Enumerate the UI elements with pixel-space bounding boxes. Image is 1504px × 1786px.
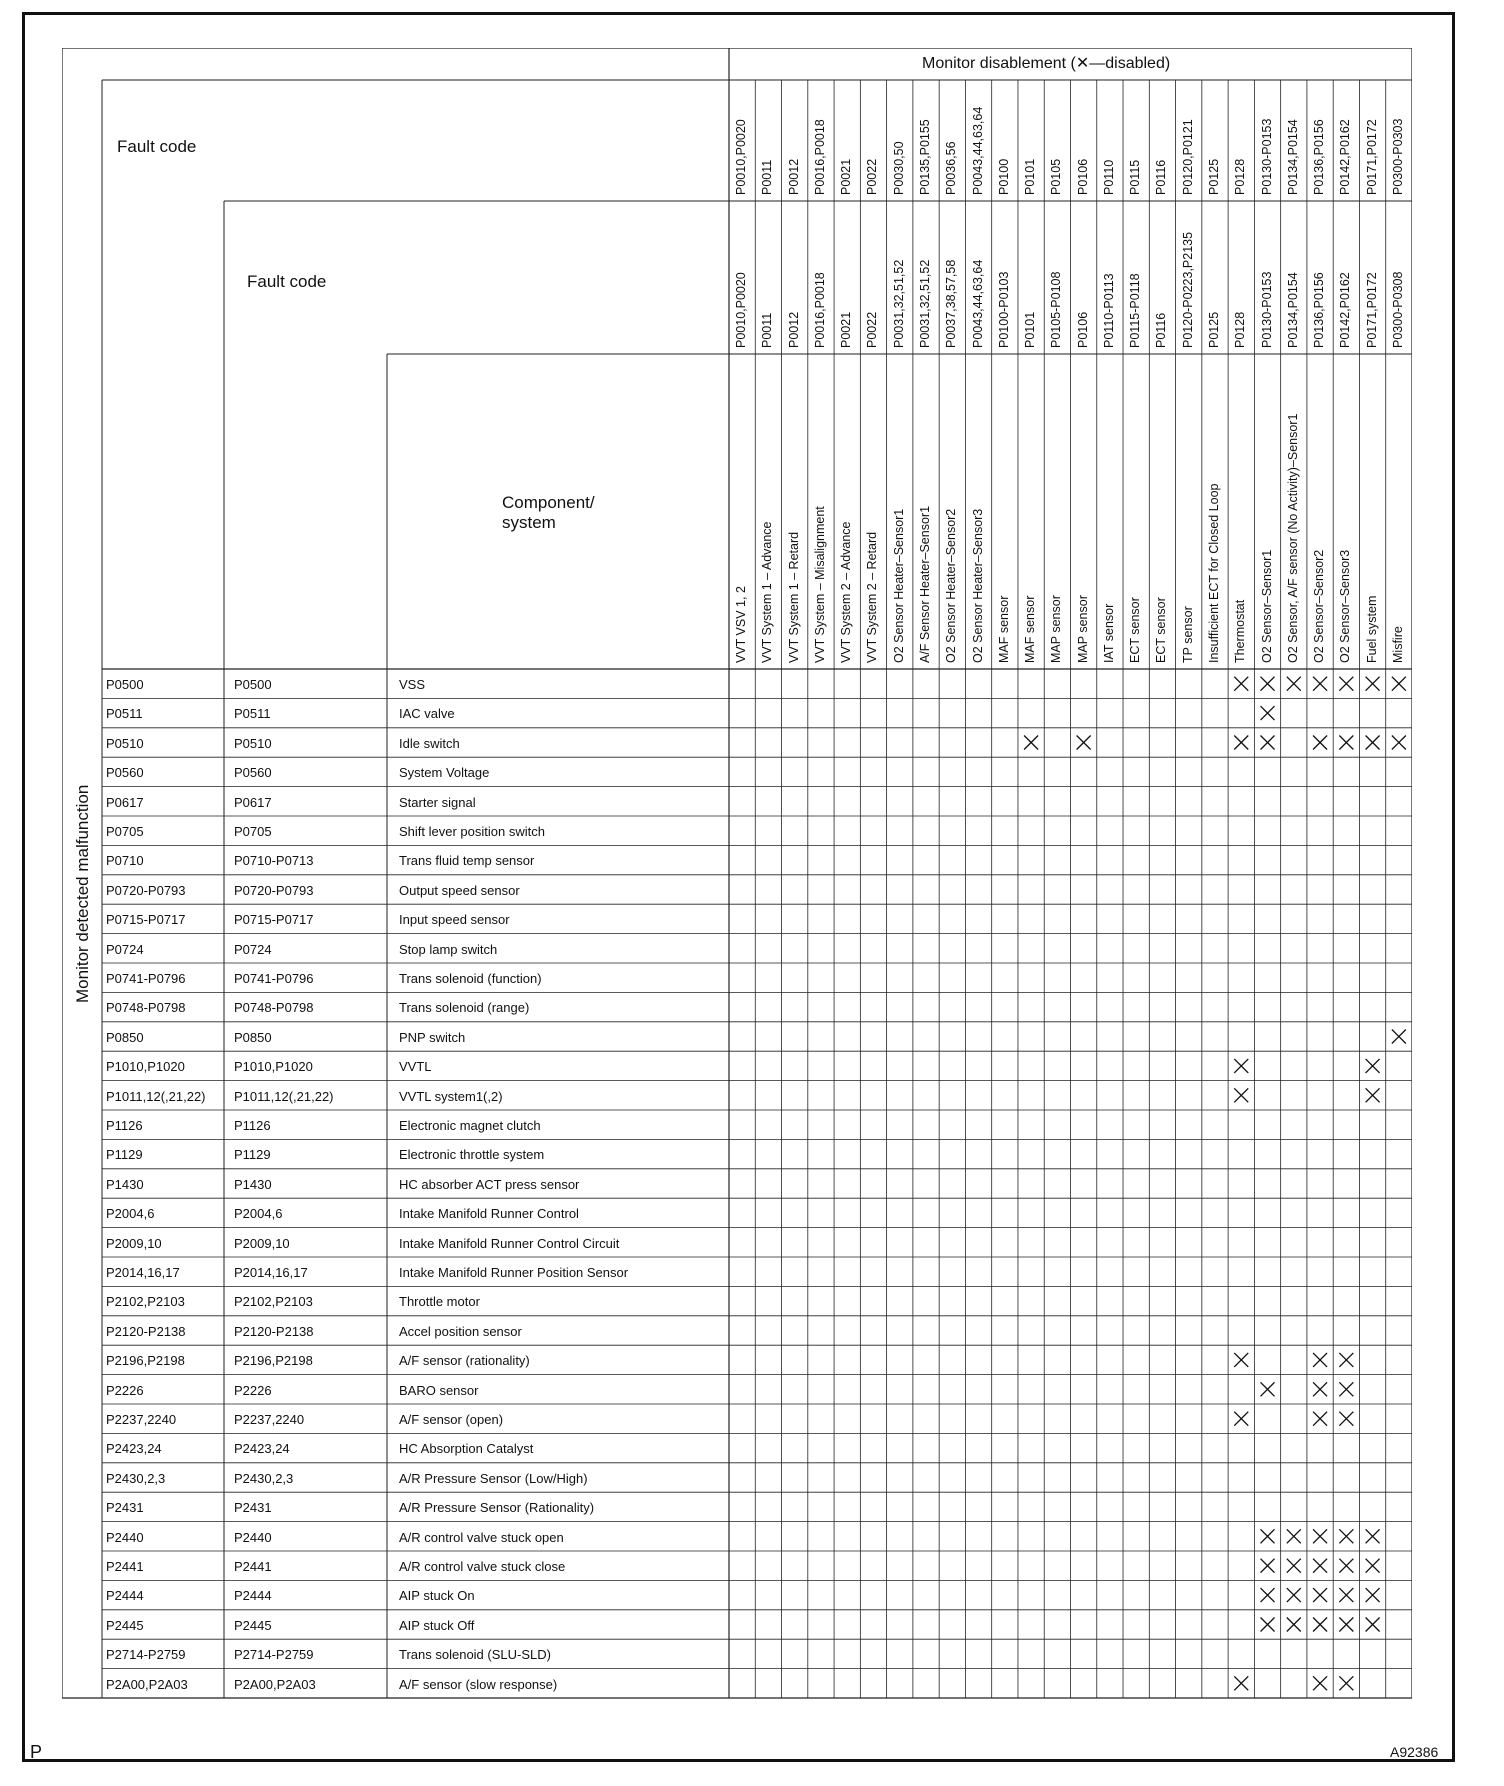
column-component-name: VVT System 1 – Retard xyxy=(786,531,801,663)
disabled-x-mark xyxy=(1339,1529,1353,1543)
column-code-outer: P0134,P0154 xyxy=(1285,119,1300,195)
disabled-x-mark xyxy=(1234,1412,1248,1426)
row-component-name: Stop lamp switch xyxy=(399,941,498,957)
row-fault-code-outer: P2102,P2103 xyxy=(106,1294,185,1310)
row-fault-code-outer: P2009,10 xyxy=(106,1235,162,1251)
column-component-name: MAF sensor xyxy=(996,595,1011,663)
column-component-name: O2 Sensor Heater–Sensor1 xyxy=(891,508,906,663)
row-component-name: Trans solenoid (function) xyxy=(399,971,542,986)
disabled-x-mark xyxy=(1366,736,1380,750)
disabled-x-mark xyxy=(1366,1559,1380,1573)
column-component-name: TP sensor xyxy=(1180,606,1195,663)
disabled-x-mark xyxy=(1261,1529,1275,1543)
row-fault-code-inner: P2014,16,17 xyxy=(234,1265,308,1280)
row-fault-code-outer: P0705 xyxy=(106,824,144,839)
column-component-name: Thermostat xyxy=(1233,599,1248,663)
column-code-inner: P0031,32,51,52 xyxy=(918,259,933,348)
column-code-outer: P0130-P0153 xyxy=(1259,118,1274,195)
row-fault-code-inner: P2196,P2198 xyxy=(234,1353,313,1369)
row-fault-code-inner: P0705 xyxy=(234,824,272,839)
column-component-name: Fuel system xyxy=(1364,595,1379,663)
row-component-name: Idle switch xyxy=(399,735,460,751)
row-fault-code-outer: P0850 xyxy=(106,1029,144,1045)
row-fault-code-inner: P0850 xyxy=(234,1029,272,1045)
column-code-inner: P0128 xyxy=(1233,311,1248,348)
column-component-name: A/F Sensor Heater–Sensor1 xyxy=(918,505,933,663)
column-component-name: MAF sensor xyxy=(1023,595,1038,663)
row-component-name: Trans fluid temp sensor xyxy=(399,853,535,869)
column-code-inner: P0100-P0103 xyxy=(996,271,1011,348)
row-fault-code-inner: P2237,2240 xyxy=(234,1412,305,1427)
column-component-name: O2 Sensor–Sensor1 xyxy=(1259,549,1274,663)
column-component-name: O2 Sensor Heater–Sensor3 xyxy=(970,508,985,663)
row-fault-code-outer: P2237,2240 xyxy=(106,1412,177,1427)
column-code-inner: P0031,32,51,52 xyxy=(891,259,906,348)
column-code-inner: P0136,P0156 xyxy=(1312,272,1327,348)
row-fault-code-inner: P1126 xyxy=(234,1118,271,1133)
fault-code-header-inner: Fault code xyxy=(247,272,327,291)
row-component-name: PNP switch xyxy=(399,1029,466,1045)
row-fault-code-inner: P0715-P0717 xyxy=(234,912,314,928)
row-component-name: Starter signal xyxy=(399,794,476,810)
row-component-name: AIP stuck On xyxy=(399,1588,475,1604)
column-code-outer: P0110 xyxy=(1101,159,1116,195)
row-fault-code-inner: P0617 xyxy=(234,794,272,810)
column-code-inner: P0300-P0308 xyxy=(1390,271,1405,348)
column-code-inner: P0022 xyxy=(865,311,880,348)
row-component-name: Output speed sensor xyxy=(399,882,520,898)
column-code-inner: P0011 xyxy=(760,312,775,348)
disabled-x-mark xyxy=(1234,1088,1248,1102)
row-fault-code-outer: P2431 xyxy=(106,1500,144,1516)
row-fault-code-outer: P0724 xyxy=(106,941,144,957)
column-code-inner: P0012 xyxy=(786,311,801,348)
disabled-x-mark xyxy=(1366,677,1380,691)
disabled-x-mark xyxy=(1339,736,1353,750)
row-component-name: VVTL xyxy=(399,1059,432,1075)
row-component-name: AIP stuck Off xyxy=(399,1617,475,1633)
row-fault-code-outer: P2444 xyxy=(106,1588,144,1604)
disabled-x-mark xyxy=(1261,677,1275,691)
disabled-x-mark xyxy=(1366,1618,1380,1632)
row-fault-code-inner: P0500 xyxy=(234,677,272,692)
disabled-x-mark xyxy=(1261,1382,1275,1396)
row-component-name: A/R control valve stuck open xyxy=(399,1529,564,1545)
row-fault-code-outer: P1010,P1020 xyxy=(106,1059,185,1075)
column-code-outer: P0100 xyxy=(996,158,1011,195)
disabled-x-mark xyxy=(1234,1353,1248,1367)
row-fault-code-outer: P1430 xyxy=(106,1176,144,1192)
row-fault-code-outer: P0511 xyxy=(106,706,143,722)
disabled-x-mark xyxy=(1234,1676,1248,1690)
column-code-outer: P0106 xyxy=(1075,158,1090,195)
column-code-inner: P0120-P0223,P2135 xyxy=(1180,231,1195,348)
column-code-inner: P0101 xyxy=(1023,311,1038,348)
column-code-outer: P0043,44,63,64 xyxy=(970,106,985,195)
row-fault-code-outer: P0510 xyxy=(106,735,144,751)
row-component-name: Intake Manifold Runner Control xyxy=(399,1206,579,1222)
disabled-x-mark xyxy=(1392,736,1406,750)
disabled-x-mark xyxy=(1339,1559,1353,1573)
column-component-name: Insufficient ECT for Closed Loop xyxy=(1206,483,1221,663)
disabled-x-mark xyxy=(1261,736,1275,750)
row-component-name: A/R Pressure Sensor (Low/High) xyxy=(399,1470,588,1486)
disabled-x-mark xyxy=(1313,1559,1327,1573)
row-fault-code-outer: P0617 xyxy=(106,794,144,810)
column-component-name: ECT sensor xyxy=(1128,597,1143,663)
row-component-name: BARO sensor xyxy=(399,1382,479,1398)
disabled-x-mark xyxy=(1287,1529,1301,1543)
column-code-inner: P0037,38,57,58 xyxy=(944,259,959,348)
row-fault-code-inner: P2445 xyxy=(234,1617,272,1633)
row-component-name: Electronic throttle system xyxy=(399,1147,545,1163)
figure-id: A92386 xyxy=(1390,1744,1439,1760)
row-component-name: A/F sensor (open) xyxy=(399,1412,504,1427)
row-fault-code-outer: P0741-P0796 xyxy=(106,971,186,986)
disabled-x-mark xyxy=(1234,677,1248,691)
column-code-outer: P0011 xyxy=(760,159,775,195)
disabled-x-mark xyxy=(1339,1676,1353,1690)
column-code-outer: P0142,P0162 xyxy=(1338,119,1353,195)
column-code-outer: P0105 xyxy=(1049,158,1064,195)
column-code-inner: P0125 xyxy=(1206,311,1221,348)
row-component-name: A/R Pressure Sensor (Rationality) xyxy=(399,1500,595,1516)
column-component-name: O2 Sensor Heater–Sensor2 xyxy=(944,508,959,663)
row-component-name: HC absorber ACT press sensor xyxy=(399,1176,580,1192)
disabled-x-mark xyxy=(1313,1529,1327,1543)
column-code-outer: P0128 xyxy=(1233,158,1248,195)
row-fault-code-outer: P1129 xyxy=(106,1147,143,1163)
disabled-x-mark xyxy=(1339,1618,1353,1632)
row-fault-code-outer: P2014,16,17 xyxy=(106,1265,180,1280)
disabled-x-mark xyxy=(1261,1588,1275,1602)
row-component-name: HC Absorption Catalyst xyxy=(399,1441,534,1457)
row-fault-code-inner: P1010,P1020 xyxy=(234,1059,313,1075)
row-fault-code-outer: P0560 xyxy=(106,765,144,781)
row-fault-code-outer: P0715-P0717 xyxy=(106,912,186,928)
row-fault-code-outer: P2714-P2759 xyxy=(106,1647,186,1663)
component-system-header: Component/ system xyxy=(502,493,595,532)
column-code-outer: P0012 xyxy=(786,158,801,195)
column-code-outer: P0171,P0172 xyxy=(1364,119,1379,195)
disabled-x-mark xyxy=(1313,1618,1327,1632)
row-fault-code-outer: P0720-P0793 xyxy=(106,882,186,898)
row-fault-code-inner: P2430,2,3 xyxy=(234,1470,294,1486)
disabled-x-mark xyxy=(1024,736,1038,750)
row-fault-code-inner: P2A00,P2A03 xyxy=(234,1676,316,1692)
fault-code-header-outer: Fault code xyxy=(117,137,197,156)
row-fault-code-inner: P2423,24 xyxy=(234,1441,290,1457)
disabled-x-mark xyxy=(1287,1559,1301,1573)
row-fault-code-inner: P0510 xyxy=(234,735,272,751)
disabled-x-mark xyxy=(1077,736,1091,750)
row-fault-code-outer: P2441 xyxy=(106,1559,144,1574)
row-component-name: Accel position sensor xyxy=(399,1323,522,1339)
row-fault-code-inner: P0720-P0793 xyxy=(234,882,314,898)
column-component-name: VVT System 2 – Advance xyxy=(839,521,854,663)
row-fault-code-inner: P1430 xyxy=(234,1176,272,1192)
disabled-x-mark xyxy=(1287,677,1301,691)
row-fault-code-inner: P0710-P0713 xyxy=(234,853,314,869)
row-component-name: Trans solenoid (range) xyxy=(399,1000,530,1016)
row-fault-code-outer: P2423,24 xyxy=(106,1441,162,1457)
row-component-name: IAC valve xyxy=(399,706,455,722)
disabled-x-mark xyxy=(1366,1588,1380,1602)
column-component-name: IAT sensor xyxy=(1101,603,1116,663)
disabled-x-mark xyxy=(1339,677,1353,691)
column-code-outer: P0016,P0018 xyxy=(812,119,827,195)
row-fault-code-inner: P2226 xyxy=(234,1382,272,1398)
column-component-name: O2 Sensor–Sensor2 xyxy=(1312,549,1327,663)
column-code-inner: P0021 xyxy=(839,311,854,348)
disabled-x-mark xyxy=(1261,706,1275,720)
disabled-x-mark xyxy=(1366,1088,1380,1102)
disabled-x-mark xyxy=(1313,1382,1327,1396)
disabled-x-mark xyxy=(1287,1588,1301,1602)
disabled-x-mark xyxy=(1313,1412,1327,1426)
disabled-x-mark xyxy=(1313,677,1327,691)
disabled-x-mark xyxy=(1366,1529,1380,1543)
row-fault-code-outer: P1011,12(,21,22) xyxy=(106,1088,206,1104)
column-code-outer: P0300-P0303 xyxy=(1390,118,1405,195)
disabled-x-mark xyxy=(1234,736,1248,750)
column-code-outer: P0022 xyxy=(865,158,880,195)
row-fault-code-inner: P0511 xyxy=(234,706,271,722)
row-fault-code-inner: P1129 xyxy=(234,1147,271,1163)
column-component-name: ECT sensor xyxy=(1154,597,1169,663)
row-component-name: Intake Manifold Runner Control Circuit xyxy=(399,1235,620,1251)
disabled-x-mark xyxy=(1339,1353,1353,1367)
column-code-outer: P0115 xyxy=(1128,159,1143,195)
disabled-x-mark xyxy=(1366,1059,1380,1073)
column-code-outer: P0101 xyxy=(1023,158,1038,195)
row-fault-code-outer: P0500 xyxy=(106,677,144,692)
row-component-name: System Voltage xyxy=(399,765,490,781)
column-code-outer: P0030,50 xyxy=(891,141,906,195)
row-fault-code-inner: P2431 xyxy=(234,1500,272,1516)
column-code-outer: P0021 xyxy=(839,158,854,195)
row-fault-code-inner: P0724 xyxy=(234,941,272,957)
row-component-name: A/F sensor (slow response) xyxy=(399,1676,558,1692)
disabled-x-mark xyxy=(1339,1412,1353,1426)
column-component-name: O2 Sensor, A/F sensor (No Activity)–Sensor1 xyxy=(1285,413,1300,663)
column-code-inner: P0016,P0018 xyxy=(812,272,827,348)
row-fault-code-inner: P0741-P0796 xyxy=(234,971,314,986)
row-fault-code-inner: P2102,P2103 xyxy=(234,1294,313,1310)
column-code-inner: P0105-P0108 xyxy=(1049,271,1064,348)
row-fault-code-outer: P2440 xyxy=(106,1529,144,1545)
row-fault-code-outer: P0748-P0798 xyxy=(106,1000,186,1016)
column-code-inner: P0116 xyxy=(1154,312,1169,348)
column-code-outer: P0010,P0020 xyxy=(734,119,749,195)
row-fault-code-outer: P2226 xyxy=(106,1382,144,1398)
row-fault-code-inner: P1011,12(,21,22) xyxy=(234,1088,334,1104)
disabled-x-mark xyxy=(1392,1030,1406,1044)
row-component-name: Throttle motor xyxy=(399,1294,480,1310)
column-code-inner: P0106 xyxy=(1075,311,1090,348)
disabled-x-mark xyxy=(1339,1588,1353,1602)
column-code-outer: P0125 xyxy=(1206,158,1221,195)
column-component-name: VVT System 1 – Advance xyxy=(760,521,775,663)
column-component-name: O2 Sensor–Sensor3 xyxy=(1338,549,1353,663)
row-fault-code-inner: P2004,6 xyxy=(234,1206,283,1222)
column-code-inner: P0142,P0162 xyxy=(1338,272,1353,348)
disabled-x-mark xyxy=(1313,1676,1327,1690)
column-component-name: MAP sensor xyxy=(1049,595,1064,663)
column-component-name: MAP sensor xyxy=(1075,595,1090,663)
row-fault-code-outer: P2445 xyxy=(106,1617,144,1633)
row-component-name: Electronic magnet clutch xyxy=(399,1118,541,1133)
column-code-inner: P0115-P0118 xyxy=(1128,273,1143,348)
row-component-name: Input speed sensor xyxy=(399,912,510,928)
row-component-name: A/R control valve stuck close xyxy=(399,1559,566,1574)
column-code-outer: P0135,P0155 xyxy=(918,119,933,195)
monitor-detected-malfunction-label: Monitor detected malfunction xyxy=(73,784,92,1003)
row-fault-code-inner: P0748-P0798 xyxy=(234,1000,314,1016)
column-code-outer: P0036,56 xyxy=(944,141,959,195)
row-fault-code-inner: P2009,10 xyxy=(234,1235,290,1251)
disabled-x-mark xyxy=(1313,1353,1327,1367)
row-fault-code-outer: P2430,2,3 xyxy=(106,1470,166,1486)
row-component-name: VVTL system1(,2) xyxy=(399,1088,503,1104)
column-component-name: Misfire xyxy=(1390,626,1405,663)
row-fault-code-outer: P2120-P2138 xyxy=(106,1323,186,1339)
row-component-name: Intake Manifold Runner Position Sensor xyxy=(399,1265,629,1280)
disabled-x-mark xyxy=(1339,1382,1353,1396)
disabled-x-mark xyxy=(1287,1618,1301,1632)
column-component-name: VVT System 2 – Retard xyxy=(865,531,880,663)
disabled-x-mark xyxy=(1313,1588,1327,1602)
disabled-x-mark xyxy=(1261,1618,1275,1632)
row-fault-code-inner: P2714-P2759 xyxy=(234,1647,314,1663)
row-fault-code-inner: P2441 xyxy=(234,1559,272,1574)
row-fault-code-outer: P2A00,P2A03 xyxy=(106,1676,188,1692)
row-fault-code-outer: P1126 xyxy=(106,1118,143,1133)
row-component-name: Shift lever position switch xyxy=(399,824,545,839)
row-fault-code-inner: P2440 xyxy=(234,1529,272,1545)
row-component-name: Trans solenoid (SLU-SLD) xyxy=(399,1647,551,1663)
column-code-outer: P0120,P0121 xyxy=(1180,119,1195,195)
column-code-inner: P0010,P0020 xyxy=(734,272,749,348)
monitor-disablement-header: Monitor disablement (✕—disabled) xyxy=(922,55,1171,72)
disabled-x-mark xyxy=(1392,677,1406,691)
row-fault-code-outer: P2004,6 xyxy=(106,1206,155,1222)
column-code-outer: P0136,P0156 xyxy=(1312,119,1327,195)
row-fault-code-outer: P0710 xyxy=(106,853,144,869)
column-code-inner: P0171,P0172 xyxy=(1364,272,1379,348)
row-fault-code-inner: P2444 xyxy=(234,1588,272,1604)
row-component-name: VSS xyxy=(399,677,426,692)
row-component-name: A/F sensor (rationality) xyxy=(399,1353,530,1369)
column-component-name: VVT VSV 1, 2 xyxy=(734,586,749,663)
column-code-inner: P0043,44,63,64 xyxy=(970,259,985,348)
column-code-inner: P0134,P0154 xyxy=(1285,272,1300,348)
row-fault-code-outer: P2196,P2198 xyxy=(106,1353,185,1369)
page-section-letter: P xyxy=(30,1742,43,1762)
monitor-disablement-table xyxy=(62,48,1412,1716)
disabled-x-mark xyxy=(1261,1559,1275,1573)
disabled-x-mark xyxy=(1313,736,1327,750)
column-code-inner: P0110-P0113 xyxy=(1101,273,1116,348)
column-code-outer: P0116 xyxy=(1154,159,1169,195)
row-fault-code-inner: P2120-P2138 xyxy=(234,1323,314,1339)
row-fault-code-inner: P0560 xyxy=(234,765,272,781)
column-code-inner: P0130-P0153 xyxy=(1259,271,1274,348)
disabled-x-mark xyxy=(1234,1059,1248,1073)
column-component-name: VVT System – Misalignment xyxy=(812,506,827,663)
